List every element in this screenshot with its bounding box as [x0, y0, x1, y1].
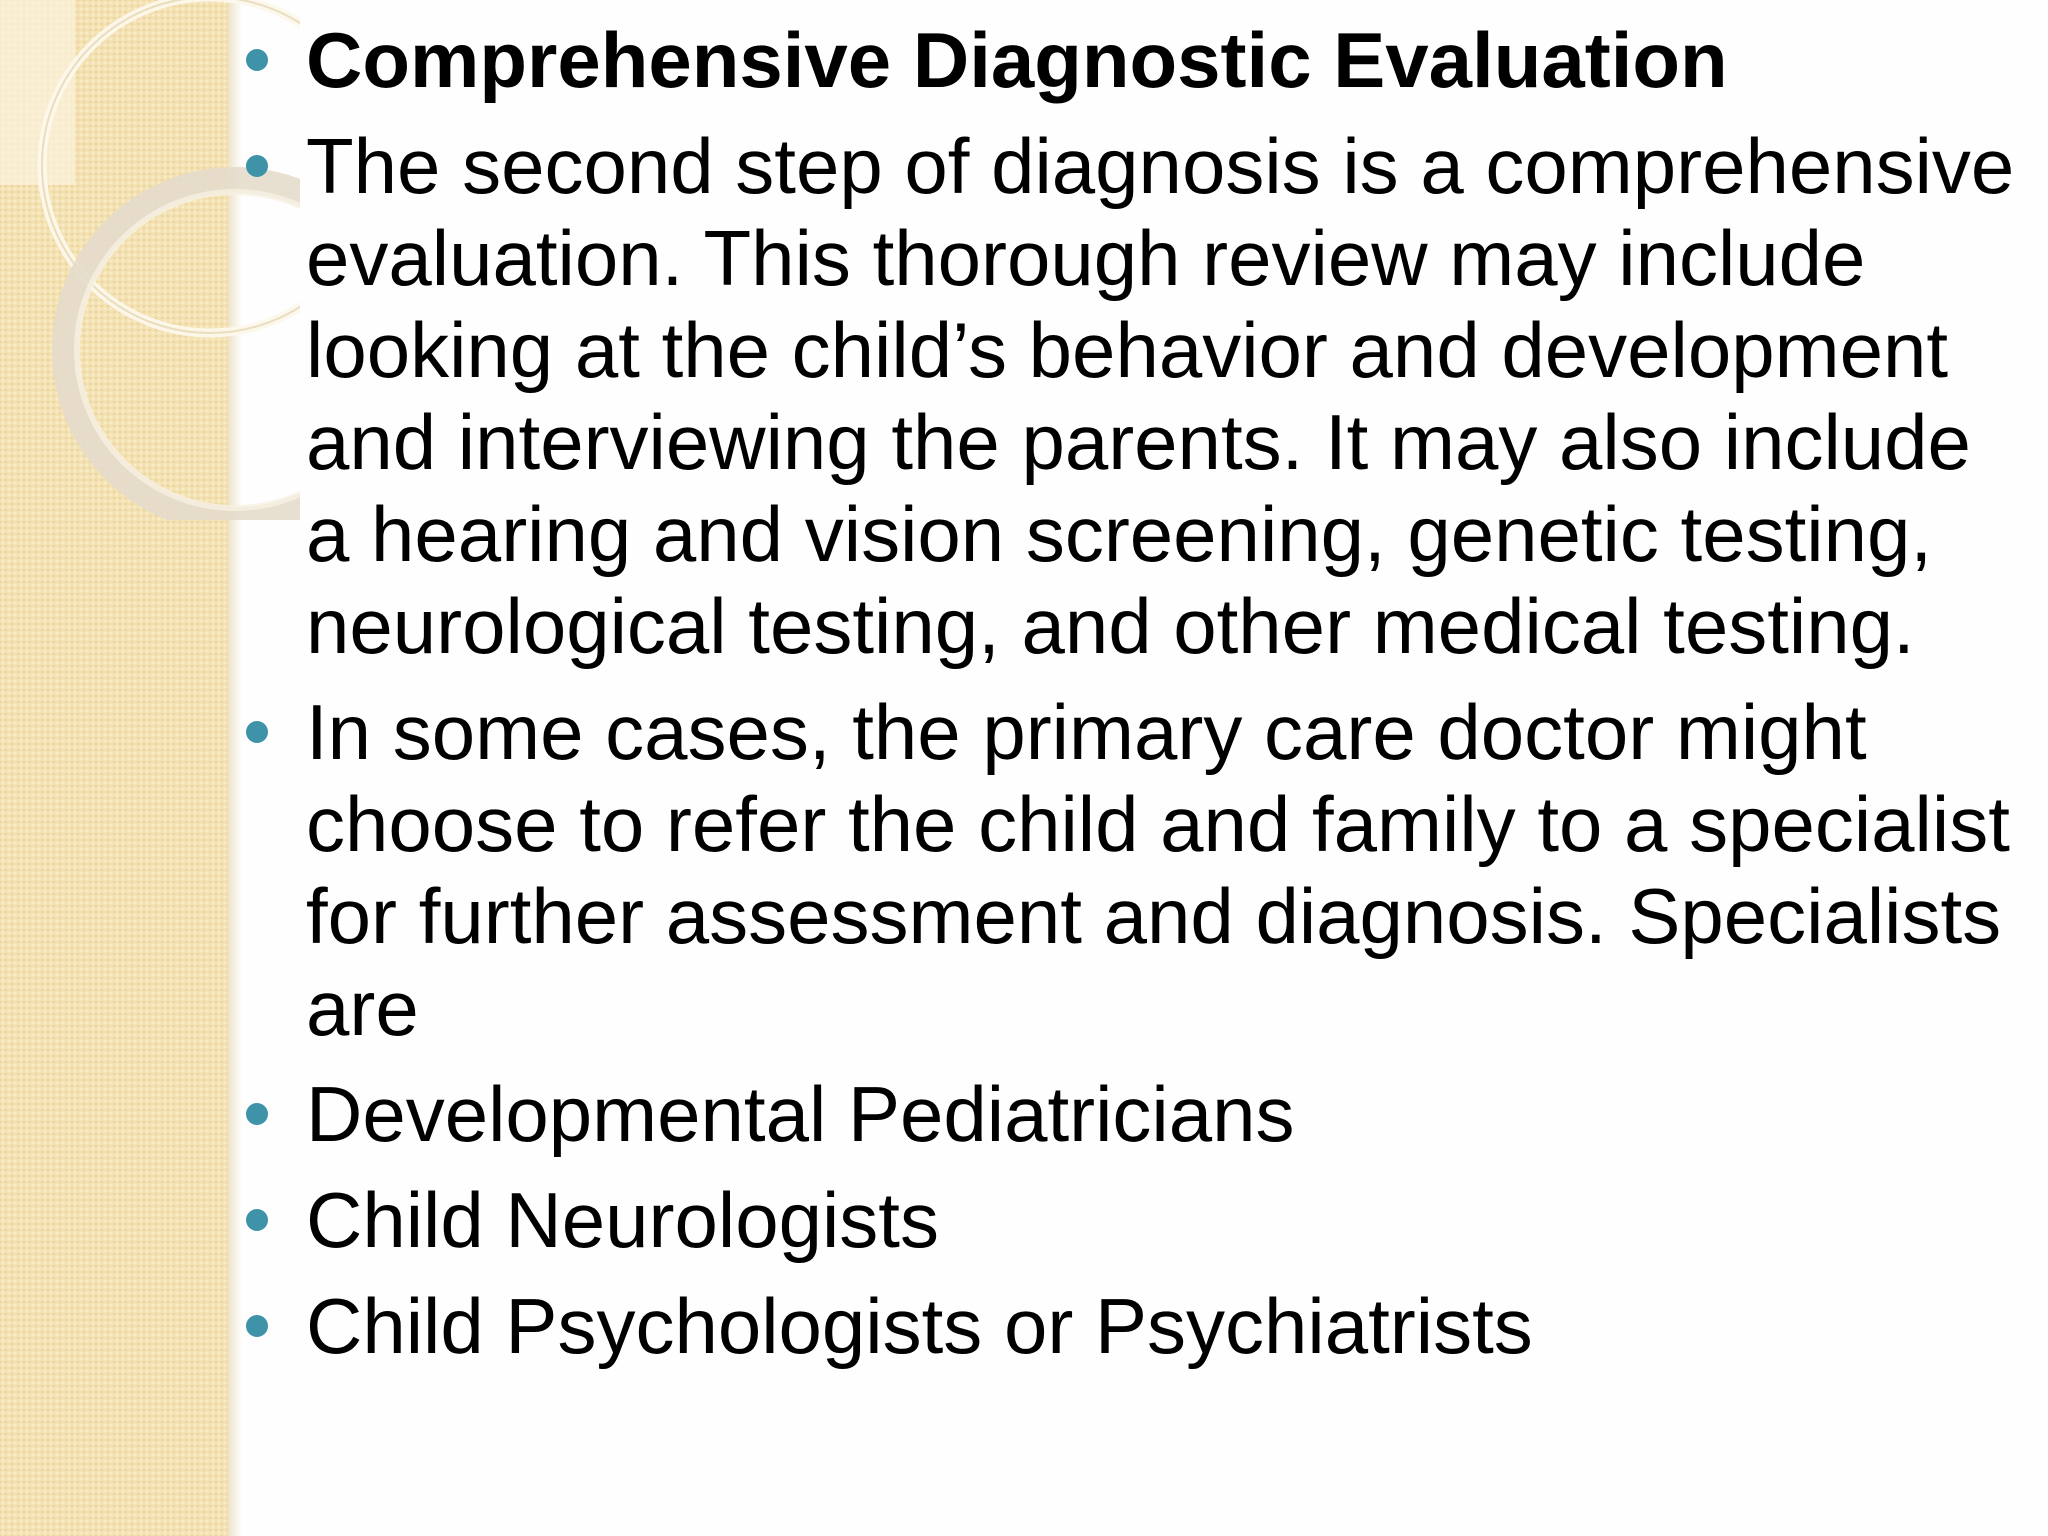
bullet-text: Comprehensive Diagnostic Evaluation [306, 16, 1728, 104]
bullet-dot-icon [246, 155, 268, 177]
bullet-item-evaluation [236, 120, 2026, 672]
bullet-text: Child Neurologists [306, 1176, 939, 1264]
bullet-dot-icon [246, 721, 268, 743]
bullet-dot-icon [246, 1315, 268, 1337]
bullet-dot-icon [246, 49, 268, 71]
bullet-dot-icon [246, 1209, 268, 1231]
bullet-item-specialist [236, 1068, 2026, 1160]
bullet-item-referral [236, 686, 2026, 1054]
bullet-item-heading [236, 14, 2026, 106]
bullet-text: In some cases, the primary care doctor might choose to refer the child and family to a specialist for further assessment and diagnosis. Specialists are [306, 688, 2010, 1052]
bullet-dot-icon [246, 1103, 268, 1125]
bullet-item-specialist [236, 1280, 2026, 1372]
bullet-text: The second step of diagnosis is a comprehensive evaluation. This thorough review may include looking at the child’s behavior and development and interviewing the parents. It may also include a hearing and vision screening, genetic testing, neurological testing, and other medical testing. [306, 122, 2015, 670]
bullet-item-specialist [236, 1174, 2026, 1266]
bullet-list [236, 14, 2026, 1386]
bullet-text: Child Psychologists or Psychiatrists [306, 1282, 1533, 1370]
bullet-text: Developmental Pediatricians [306, 1070, 1295, 1158]
